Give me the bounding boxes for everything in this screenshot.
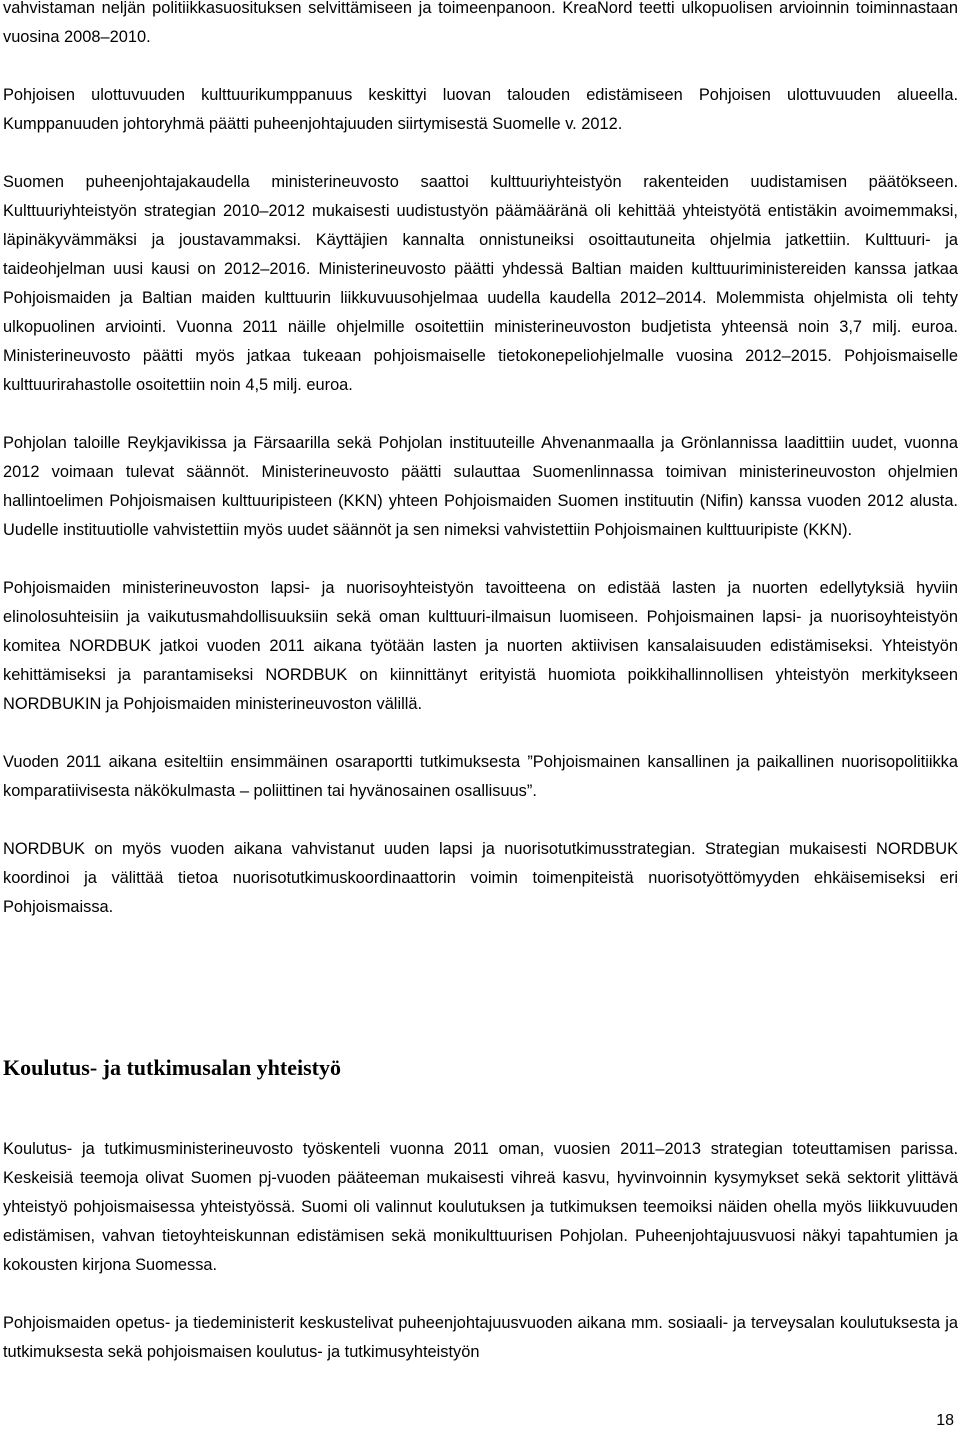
page-number: 18	[936, 1412, 954, 1429]
paragraph-nordic-houses: Pohjolan taloille Reykjavikissa ja Färsaarilla sekä Pohjolan instituuteille Ahvenanmaalla ja Grönlannissa laadittiin uudet, vuonna 2012 voimaan tulevat säännöt. Ministerineuvosto päätti sulauttaa Suomenlinnassa toimivan ministerineuvoston ohjelmien hallintoelimen Pohjoismaisen kulttuuripisteen (KKN) yhteen Pohjoismaiden Suomen instituutin (Nifin) kanssa vuoden 2012 alusta. Uudelle instituutiolle vahvistettiin myös uudet säännöt ja sen nimeksi vahvistettiin Pohjoismainen kulttuuripiste (KKN).	[3, 434, 958, 539]
section-heading: Koulutus- ja tutkimusalan yhteistyö	[3, 1055, 342, 1080]
paragraph-culture-reform: Suomen puheenjohtajakaudella ministerineuvosto saattoi kulttuuriyhteistyön rakenteiden uudistamisen päätökseen. Kulttuuriyhteistyön strategian 2010–2012 mukaisesti uudistustyön päämääränä oli kehittää yhteistyötä entistäkin avoimemmaksi, läpinäkyvämmäksi ja joustavammaksi. Käyttäjien kannalta onnistuneiksi osoittautuneita ohjelmia jatkettiin. Kulttuuri- ja taideohjelman uusi kausi on 2012–2016. Ministerineuvosto päätti yhdessä Baltian maiden kulttuuriministereiden kanssa jatkaa Pohjoismaiden ja Baltian maiden kulttuurin liikkuvuusohjelmaa uudella kaudella 2012–2014. Molemmista ohjelmista oli tehty ulkopuolinen arviointi. Vuonna 2011 näille ohjelmille osoitettiin ministerineuvoston budjetista yhteensä noin 3,7 milj. euroa. Ministerineuvosto päätti myös jatkaa tukeaan pohjoismaiselle tietokonepeliohjelmalle vuosina 2012–2015. Pohjoismaiselle kulttuurirahastolle osoitettiin noin 4,5 milj. euroa.	[3, 173, 958, 394]
body-text-top	[3, 0, 958, 922]
paragraph-education-research: Koulutus- ja tutkimusministerineuvosto työskenteli vuonna 2011 oman, vuosien 2011–2013 strategian toteuttamisen parissa. Keskeisiä teemoja olivat Suomen pj-vuoden pääteeman mukaisesti vihreä kasvu, hyvinvoinnin kysymykset sekä sektorit ylittävä yhteistyö pohjoismaisessa yhteistyössä. Suomi oli valinnut koulutuksen ja tutkimuksen teemoiksi näiden ohella myös liikkuvuuden edistämisen, vahvan tietoyhteiskunnan edistämisen sekä monikulttuurisen Pohjolan. Puheenjohtajuusvuosi näkyi tapahtumien ja kokousten kirjona Suomessa.	[3, 1140, 958, 1274]
paragraph-youth-cooperation: Pohjoismaiden ministerineuvoston lapsi- ja nuorisoyhteistyön tavoitteena on edistää lasten ja nuorten edellytyksiä hyviin elinolosuhteisiin ja vaikutusmahdollisuuksiin sekä oman kulttuuri-ilmaisun luomiseen. Pohjoismainen lapsi- ja nuorisoyhteistyön komitea NORDBUK jatkoi vuoden 2011 aikana työtään lasten ja nuorten aktiivisen kansalaisuuden edistämiseksi. Yhteistyön kehittämiseksi ja parantamiseksi NORDBUK on kiinnittänyt erityistä huomiota poikkihallinnollisen yhteistyön merkitykseen NORDBUKIN ja Pohjoismaiden ministerineuvoston välillä.	[3, 579, 958, 713]
body-text-bottom	[3, 1135, 958, 1367]
paragraph-northern-dimension: Pohjoisen ulottuvuuden kulttuurikumppanuus keskittyi luovan talouden edistämiseen Pohjoisen ulottuvuuden alueella. Kumppanuuden johtoryhmä päätti puheenjohtajuuden siirtymisestä Suomelle v. 2012.	[3, 86, 958, 133]
paragraph-youth-report: Vuoden 2011 aikana esiteltiin ensimmäinen osaraportti tutkimuksesta ”Pohjoismainen kansallinen ja paikallinen nuorisopolitiikka komparatiivisesta näkökulmasta – poliittinen tai hyvänosainen osallisuus”.	[3, 753, 958, 800]
paragraph-kreanord: vahvistaman neljän politiikkasuosituksen selvittämiseen ja toimeenpanoon. KreaNord teetti ulkopuolisen arvioinnin toiminnastaan vuosina 2008–2010.	[3, 0, 958, 46]
paragraph-nordbuk-strategy: NORDBUK on myös vuoden aikana vahvistanut uuden lapsi ja nuorisotutkimusstrategian. Strategian mukaisesti NORDBUK koordinoi ja välittää tietoa nuorisotutkimuskoordinaattorin voimin toimenpiteistä nuorisotyöttömyyden ehkäisemiseksi eri Pohjoismaissa.	[3, 840, 958, 916]
document-page	[3, 0, 958, 1436]
paragraph-ministers: Pohjoismaiden opetus- ja tiedeministerit keskustelivat puheenjohtajuusvuoden aikana mm. sosiaali- ja terveysalan koulutuksesta ja tutkimuksesta sekä pohjoismaisen koulutus- ja tutkimusyhteistyön	[3, 1314, 958, 1361]
